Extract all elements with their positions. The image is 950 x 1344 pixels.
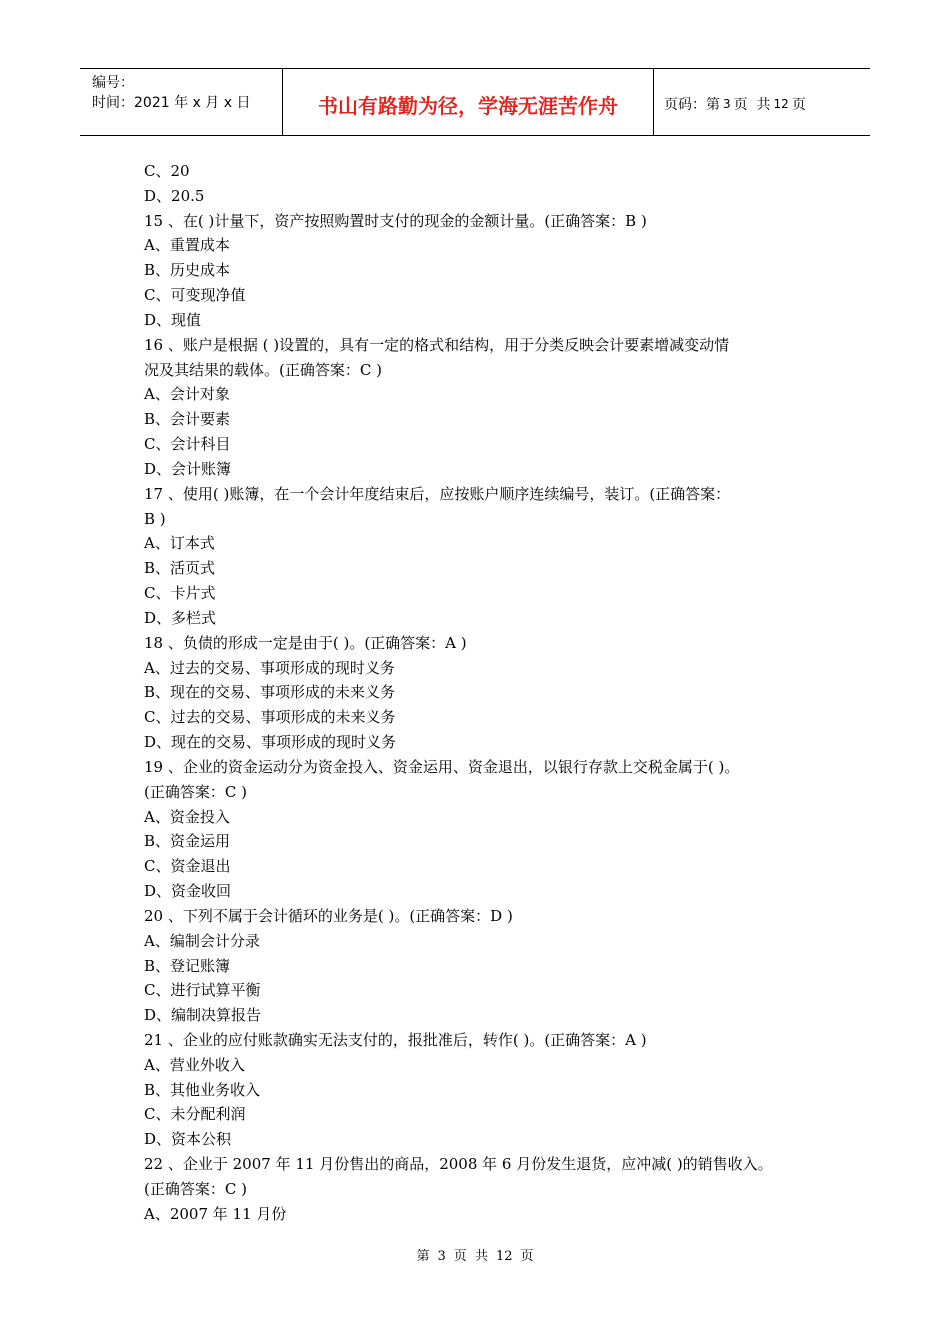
question-stem-continued: 况及其结果的载体。(正确答案：C ) <box>144 360 382 379</box>
answer-option: D、现值 <box>144 310 202 329</box>
header-page-info <box>654 69 870 135</box>
answer-option: D、会计账簿 <box>144 459 232 478</box>
footer-current-page: 3 <box>437 1249 446 1264</box>
answer-option: A、营业外收入 <box>144 1055 245 1074</box>
question-stem: 17 、使用( )账簿，在一个会计年度结束后，应按账户顺序连续编号，装订。(正确答案： <box>144 484 731 503</box>
answer-option: A、过去的交易、事项形成的现时义务 <box>144 658 395 677</box>
question-stem: 22 、企业于 2007 年 11 月份售出的商品，2008 年 6 月份发生退货，应冲减( )的销售收入。 <box>144 1155 773 1174</box>
answer-option: D、编制决算报告 <box>144 1006 262 1025</box>
header-page-suffix: 页 <box>791 97 806 113</box>
question-stem: 19 、企业的资金运动分为资金投入、资金运用、资金退出，以银行存款上交税金属于( )。 <box>144 757 740 776</box>
footer-suffix: 页 <box>520 1249 534 1264</box>
question-stem: 21 、企业的应付账款确实无法支付的，报批准后，转作( )。(正确答案：A ) <box>144 1030 647 1049</box>
answer-option: D、现在的交易、事项形成的现时义务 <box>144 733 397 752</box>
question-stem-continued: B ) <box>144 509 166 528</box>
answer-option: B、现在的交易、事项形成的未来义务 <box>144 683 396 702</box>
answer-option: A、编制会计分录 <box>144 931 260 950</box>
document-number-label: 编号： <box>92 75 134 91</box>
header-page-prefix: 页码：第 <box>664 97 720 113</box>
footer-total-pages: 12 <box>496 1249 513 1264</box>
answer-option: B、历史成本 <box>144 261 231 280</box>
answer-option: A、订本式 <box>144 534 215 553</box>
answer-option: B、登记账簿 <box>144 956 231 975</box>
text-line: C、20 <box>144 162 190 180</box>
answer-option: C、过去的交易、事项形成的未来义务 <box>144 708 396 727</box>
answer-option: C、未分配利润 <box>144 1105 246 1124</box>
header-page-total: 12 <box>773 97 789 111</box>
answer-option: C、资金退出 <box>144 857 231 876</box>
answer-option: B、其他业务收入 <box>144 1080 261 1099</box>
question-list <box>144 159 824 1227</box>
question-stem: 15 、在( )计量下，资产按照购置时支付的现金的金额计量。(正确答案：B ) <box>144 211 647 230</box>
header-page-mid: 页 共 <box>733 97 771 113</box>
header-page-current: 3 <box>723 97 731 111</box>
answer-option: C、可变现净值 <box>144 286 246 305</box>
text-line: D、20.5 <box>144 186 205 205</box>
answer-option: A、重置成本 <box>144 236 230 255</box>
answer-option: B、活页式 <box>144 559 216 578</box>
page-footer <box>0 1245 950 1264</box>
answer-option: C、卡片式 <box>144 584 216 603</box>
answer-option: D、资金收回 <box>144 882 232 901</box>
page-header <box>80 68 870 136</box>
answer-option: A、会计对象 <box>144 385 230 404</box>
question-stem: 20 、下列不属于会计循环的业务是( )。(正确答案：D ) <box>144 906 513 925</box>
answer-option: B、资金运用 <box>144 832 231 851</box>
answer-option: D、多栏式 <box>144 608 217 627</box>
document-time: 时间：2021 年 x 月 x 日 <box>92 95 251 111</box>
answer-option: C、进行试算平衡 <box>144 981 261 1000</box>
footer-mid: 页 共 <box>453 1249 488 1264</box>
question-stem: 16 、账户是根据 ( )设置的，具有一定的格式和结构，用于分类反映会计要素增减变动情 <box>144 335 730 354</box>
footer-prefix: 第 <box>416 1249 430 1264</box>
answer-option: C、会计科目 <box>144 435 231 454</box>
question-stem: 18 、负债的形成一定是由于( )。(正确答案：A ) <box>144 633 467 652</box>
header-meta <box>80 69 282 135</box>
question-stem-continued: (正确答案：C ) <box>144 1179 247 1198</box>
answer-option: D、资本公积 <box>144 1130 232 1149</box>
answer-option: A、资金投入 <box>144 807 230 826</box>
answer-option: A、2007 年 11 月份 <box>144 1204 287 1223</box>
answer-option: B、会计要素 <box>144 410 231 429</box>
header-motto: 书山有路勤为径，学海无涯苦作舟 <box>282 69 654 135</box>
question-stem-continued: (正确答案：C ) <box>144 782 247 801</box>
